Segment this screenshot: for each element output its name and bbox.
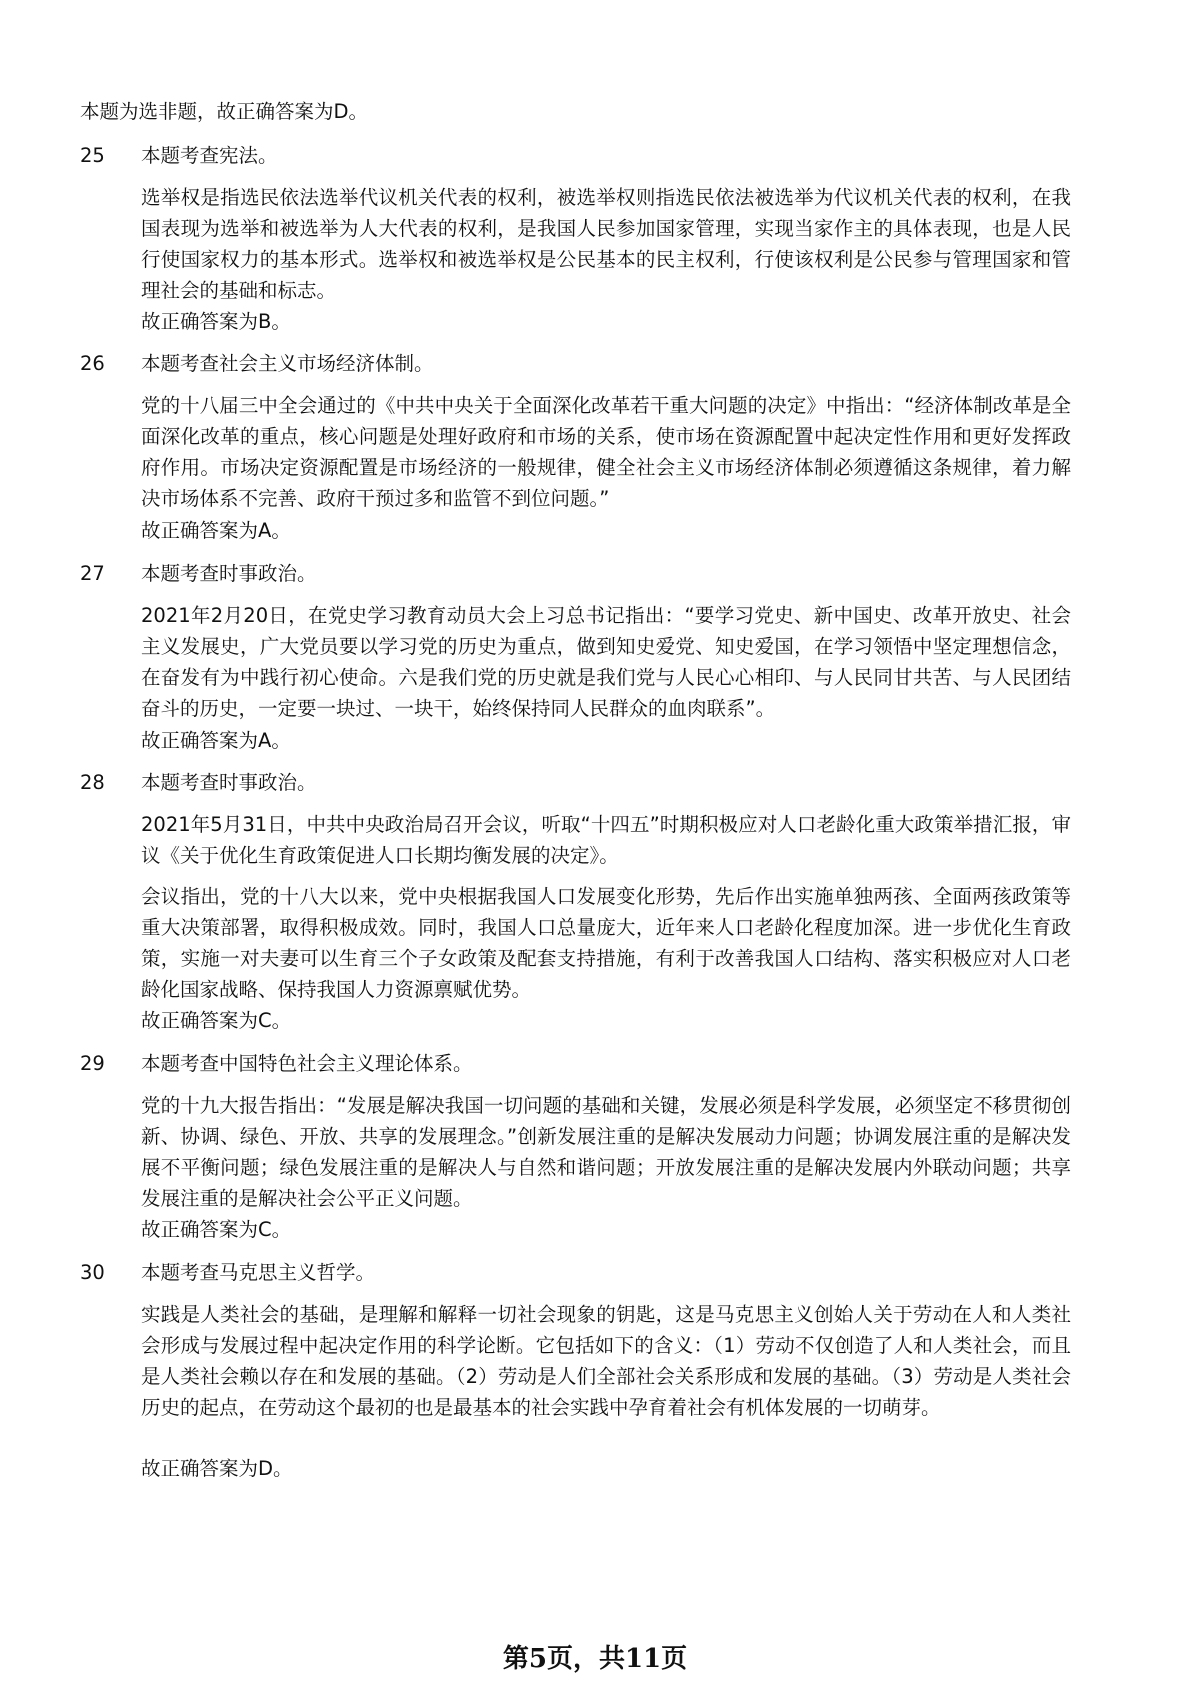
- answer-line: 故正确答案为C。: [141, 1009, 292, 1032]
- answer-line: 故正确答案为A。: [141, 729, 291, 752]
- question-number: 25: [80, 144, 105, 167]
- explanation-paragraph: 党的十九大报告指出：“发展是解决我国一切问题的基础和关键，发展必须是科学发展，必须坚定不移贯彻创新、协调、绿色、开放、共享的发展理念。”创新发展注重的是解决发展动力问题；协调发展注重的是解决发展不平衡问题；绿色发展注重的是解决人与自然和谐问题；开放发展注重的是解决发展内外联动问题；共享发展注重的是解决社会公平正义问题。: [141, 1094, 1071, 1210]
- question-number: 27: [80, 562, 105, 585]
- question-title: 本题考查社会主义市场经济体制。: [141, 352, 434, 375]
- explanation-paragraph: 实践是人类社会的基础，是理解和解释一切社会现象的钥匙，这是马克思主义创始人关于劳动在人和人类社会形成与发展过程中起决定作用的科学论断。它包括如下的含义：（1）劳动不仅创造了人和人类社会，而且是人类社会赖以存在和发展的基础。（2）劳动是人们全部社会关系形成和发展的基础。（3）劳动是人类社会历史的起点，在劳动这个最初的也是最基本的社会实践中孕育着社会有机体发展的一切萌芽。: [141, 1303, 1071, 1419]
- intro-answer: 本题为选非题，故正确答案为D。: [80, 100, 369, 123]
- answer-line: 故正确答案为C。: [141, 1218, 292, 1241]
- answer-line: 故正确答案为D。: [141, 1457, 293, 1480]
- answer-line: 故正确答案为A。: [141, 519, 291, 542]
- question-title: 本题考查时事政治。: [141, 562, 317, 585]
- page-footer: 第5页，共11页: [502, 1644, 688, 1674]
- question-number: 28: [80, 771, 105, 794]
- question-title: 本题考查时事政治。: [141, 771, 317, 794]
- question-title: 本题考查马克思主义哲学。: [141, 1261, 376, 1284]
- explanation-paragraph: 党的十八届三中全会通过的《中共中央关于全面深化改革若干重大问题的决定》中指出：“经济体制改革是全面深化改革的重点，核心问题是处理好政府和市场的关系，使市场在资源配置中起决定性作用和更好发挥政府作用。市场决定资源配置是市场经济的一般规律，健全社会主义市场经济体制必须遵循这条规律，着力解决市场体系不完善、政府干预过多和监管不到位问题。”: [141, 394, 1071, 510]
- explanation-paragraph: 会议指出，党的十八大以来，党中央根据我国人口发展变化形势，先后作出实施单独两孩、全面两孩政策等重大决策部署，取得积极成效。同时，我国人口总量庞大，近年来人口老龄化程度加深。进一步优化生育政策，实施一对夫妻可以生育三个子女政策及配套支持措施，有利于改善我国人口结构、落实积极应对人口老龄化国家战略、保持我国人力资源禀赋优势。: [141, 885, 1071, 1001]
- explanation-paragraph: 2021年5月31日，中共中央政治局召开会议，听取“十四五”时期积极应对人口老龄化重大政策举措汇报，审议《关于优化生育政策促进人口长期均衡发展的决定》。: [141, 813, 1071, 867]
- question-title: 本题考查中国特色社会主义理论体系。: [141, 1052, 473, 1075]
- answer-line: 故正确答案为B。: [141, 310, 291, 333]
- explanation-paragraph: 2021年2月20日，在党史学习教育动员大会上习总书记指出：“要学习党史、新中国史、改革开放史、社会主义发展史，广大党员要以学习党的历史为重点，做到知史爱党、知史爱国，在学习领悟中坚定理想信念，在奋发有为中践行初心使命。六是我们党的历史就是我们党与人民心心相印、与人民同甘共苦、与人民团结奋斗的历史，一定要一块过、一块干，始终保持同人民群众的血肉联系”。: [141, 604, 1071, 720]
- question-number: 29: [80, 1052, 105, 1075]
- explanation-paragraph: 选举权是指选民依法选举代议机关代表的权利，被选举权则指选民依法被选举为代议机关代表的权利，在我国表现为选举和被选举为人大代表的权利，是我国人民参加国家管理，实现当家作主的具体表现，也是人民行使国家权力的基本形式。选举权和被选举权是公民基本的民主权利，行使该权利是公民参与管理国家和管理社会的基础和标志。: [141, 186, 1071, 302]
- question-title: 本题考查宪法。: [141, 144, 278, 167]
- question-number: 26: [80, 352, 105, 375]
- question-number: 30: [80, 1261, 105, 1284]
